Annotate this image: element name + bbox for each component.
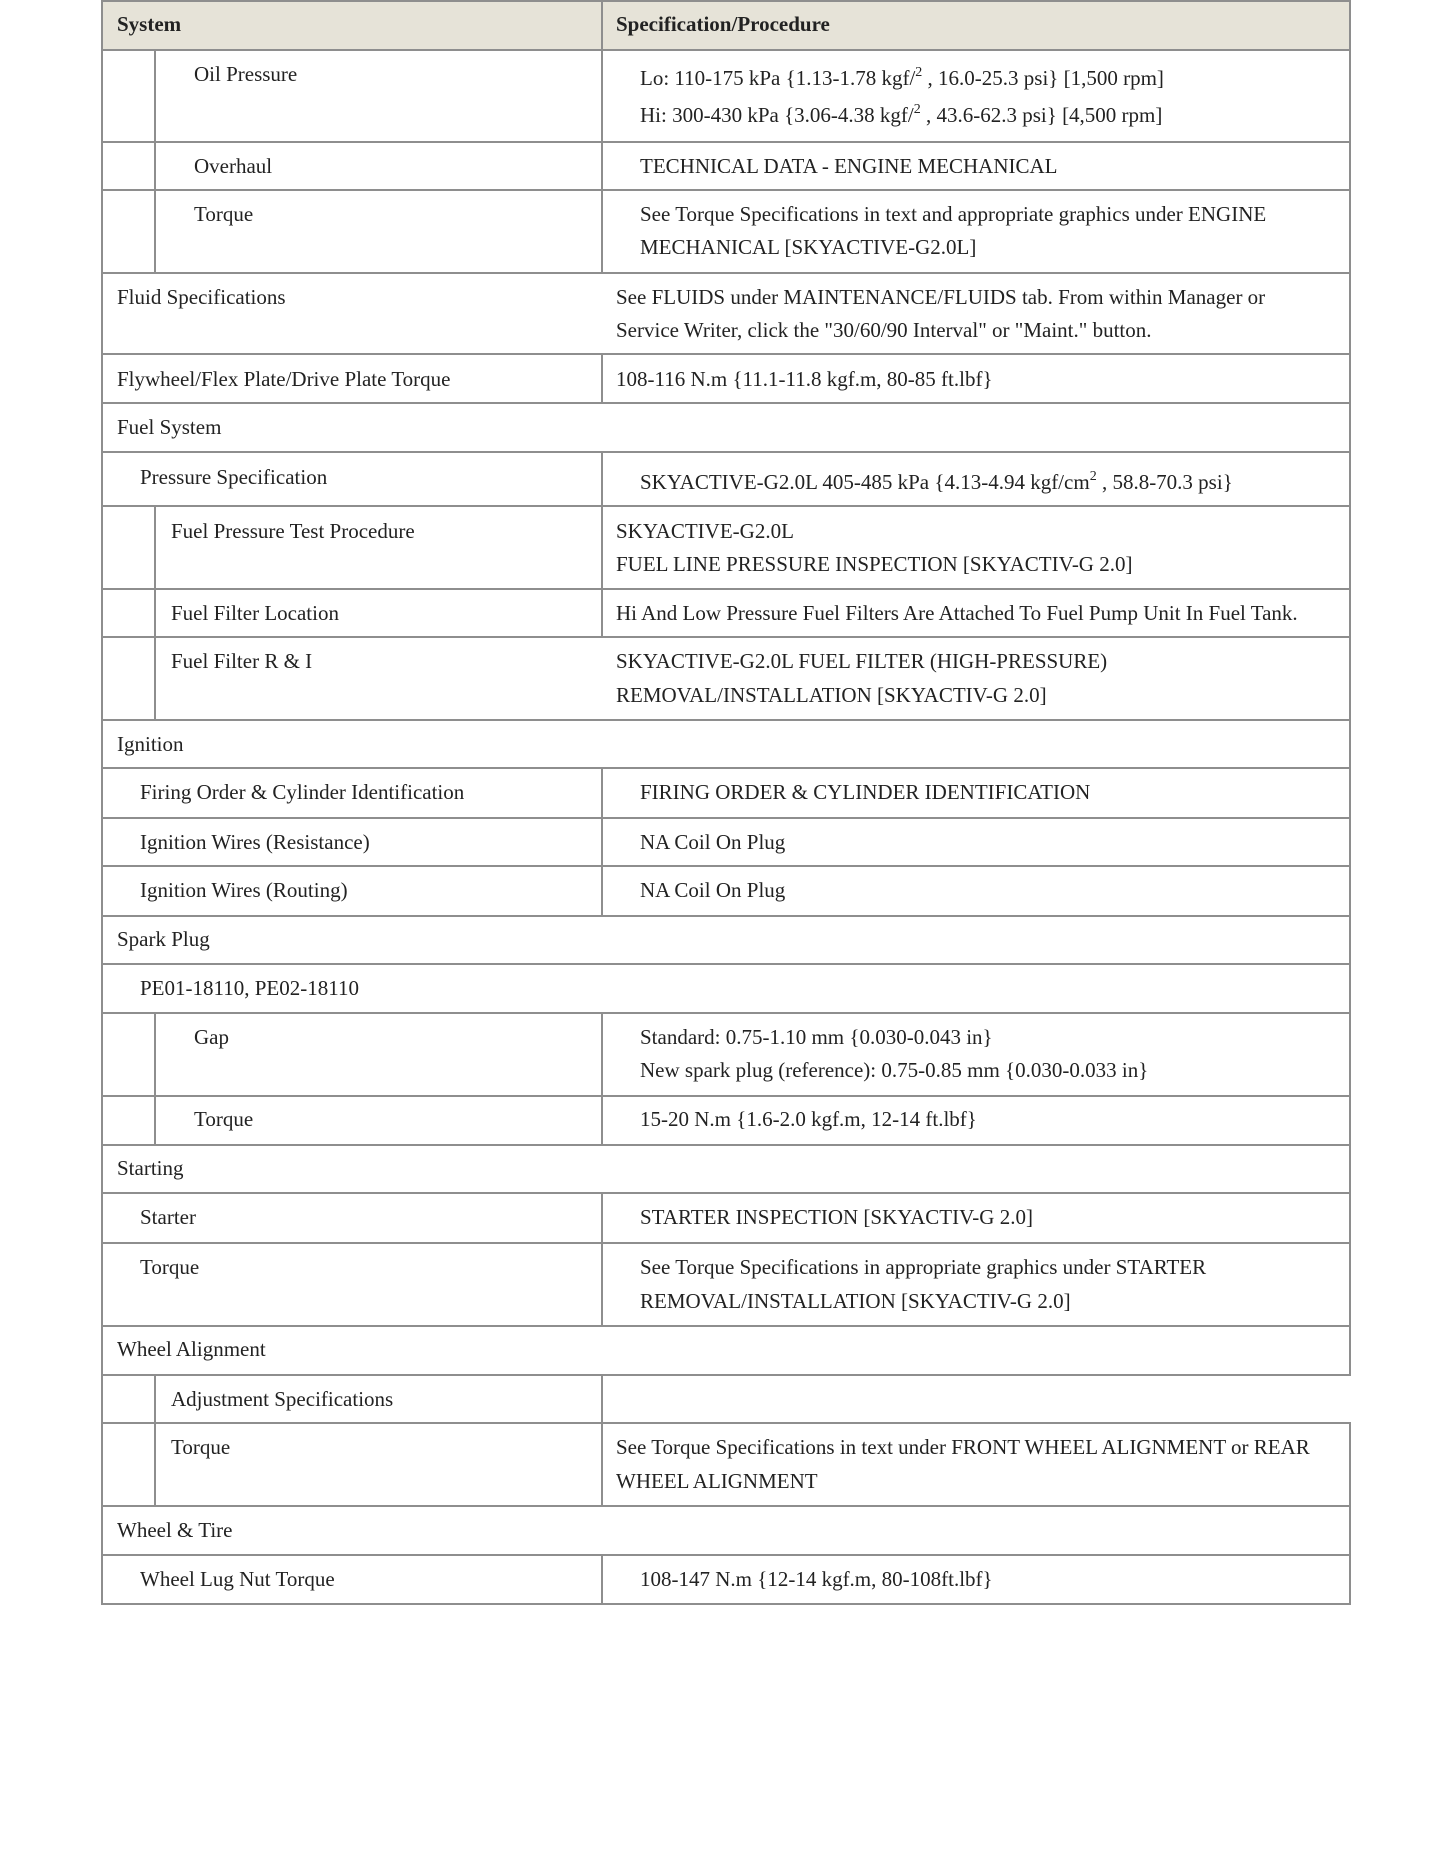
row-divider <box>101 963 1351 965</box>
row-divider <box>101 1374 1351 1376</box>
row-divider <box>101 817 1351 819</box>
row-label-overhaul: Overhaul <box>194 154 273 178</box>
row-label-plug-torque: Torque <box>194 1107 254 1131</box>
row-value-overhaul: TECHNICAL DATA - ENGINE MECHANICAL <box>640 154 1058 178</box>
indent-divider <box>154 49 156 274</box>
row-value-flywheel: 108-116 N.m {11.1-11.8 kgf.m, 80-85 ft.lbf} <box>616 367 993 391</box>
row-value-engine-torque-1: See Torque Specifications in text and appropriate graphics under ENGINE <box>640 202 1267 226</box>
row-label-wires-resistance: Ignition Wires (Resistance) <box>140 830 370 854</box>
row-divider <box>101 767 1351 769</box>
row-divider <box>101 1554 1351 1556</box>
section-ignition: Ignition <box>117 732 184 756</box>
row-divider <box>101 1144 1351 1146</box>
row-divider <box>101 719 1351 721</box>
row-value-alignment-torque-2: WHEEL ALIGNMENT <box>616 1469 818 1493</box>
row-divider <box>101 1192 1351 1194</box>
row-value-fuel-filter-ri-1: SKYACTIVE-G2.0L FUEL FILTER (HIGH-PRESSURE) <box>616 649 1108 673</box>
row-value-wires-routing: NA Coil On Plug <box>640 878 786 902</box>
row-divider <box>101 1422 1351 1424</box>
row-divider <box>101 1325 1351 1327</box>
row-value-fuel-filter-ri-2: REMOVAL/INSTALLATION [SKYACTIV-G 2.0] <box>616 683 1047 707</box>
row-divider <box>101 636 1351 638</box>
column-divider <box>601 767 603 917</box>
row-value-plug-torque: 15-20 N.m {1.6-2.0 kgf.m, 12-14 ft.lbf} <box>640 1107 977 1131</box>
row-divider <box>101 189 1351 191</box>
indent-divider <box>154 1374 156 1507</box>
row-divider <box>101 49 1351 51</box>
section-fuel-system: Fuel System <box>117 415 222 439</box>
row-divider <box>101 865 1351 867</box>
row-label-alignment-torque: Torque <box>171 1435 231 1459</box>
row-value-fluid-specs-2: Service Writer, click the "30/60/90 Interval" or "Maint." button. <box>616 318 1152 342</box>
row-label-pressure-spec: Pressure Specification <box>140 465 328 489</box>
row-divider <box>101 1012 1351 1014</box>
row-divider <box>101 0 1351 2</box>
row-divider <box>101 141 1351 143</box>
row-value-engine-torque-2: MECHANICAL [SKYACTIVE-G2.0L] <box>640 235 977 259</box>
column-divider <box>601 353 603 404</box>
indent-divider <box>154 505 156 720</box>
row-label-fuel-pressure-test: Fuel Pressure Test Procedure <box>171 519 415 543</box>
table-left-border <box>101 0 103 1605</box>
row-label-starter: Starter <box>140 1205 196 1229</box>
table-right-border <box>1349 1422 1351 1605</box>
row-value-wires-resistance: NA Coil On Plug <box>640 830 786 854</box>
row-label-fuel-filter-ri: Fuel Filter R & I <box>171 649 313 673</box>
row-divider <box>101 451 1351 453</box>
row-divider <box>101 505 1351 507</box>
row-value-oil-pressure-hi: Hi: 300-430 kPa {3.06-4.38 kgf/$^2$ , 43.6-62.3 psi} [4,500 rpm] <box>640 102 1163 127</box>
column-divider <box>601 1192 603 1327</box>
column-divider <box>601 1012 603 1146</box>
section-starting: Starting <box>117 1156 184 1180</box>
row-value-fluid-specs-1: See FLUIDS under MAINTENANCE/FLUIDS tab. From within Manager or <box>616 285 1266 309</box>
row-label-wires-routing: Ignition Wires (Routing) <box>140 878 348 902</box>
row-value-starter: STARTER INSPECTION [SKYACTIV-G 2.0] <box>640 1205 1033 1229</box>
row-value-gap-2: New spark plug (reference): 0.75-0.85 mm {0.030-0.033 in} <box>640 1058 1149 1082</box>
row-label-lug-nut: Wheel Lug Nut Torque <box>140 1567 335 1591</box>
column-divider <box>601 1374 603 1507</box>
row-divider <box>101 402 1351 404</box>
row-divider <box>101 272 1351 274</box>
row-label-adjustment-specs: Adjustment Specifications <box>171 1387 394 1411</box>
row-label-plug-parts: PE01-18110, PE02-18110 <box>140 976 359 1000</box>
indent-divider <box>154 1012 156 1145</box>
row-divider <box>101 1505 1351 1507</box>
row-value-gap-1: Standard: 0.75-1.10 mm {0.030-0.043 in} <box>640 1025 993 1049</box>
row-divider <box>101 353 1351 355</box>
row-value-alignment-torque-1: See Torque Specifications in text under FRONT WHEEL ALIGNMENT or REAR <box>616 1435 1310 1459</box>
row-divider <box>101 1242 1351 1244</box>
table-right-border <box>1349 0 1351 1376</box>
section-spark-plug: Spark Plug <box>117 927 210 951</box>
row-value-lug-nut: 108-147 N.m {12-14 kgf.m, 80-108ft.lbf} <box>640 1567 993 1591</box>
column-divider <box>601 451 603 638</box>
row-value-starter-torque-2: REMOVAL/INSTALLATION [SKYACTIV-G 2.0] <box>640 1289 1071 1313</box>
row-divider <box>101 1603 1351 1605</box>
row-value-oil-pressure-lo: Lo: 110-175 kPa {1.13-1.78 kgf/$^2$ , 16.0-25.3 psi} [1,500 rpm] <box>640 65 1164 90</box>
row-value-fuel-pressure-test-1: SKYACTIVE-G2.0L <box>616 519 794 543</box>
row-value-starter-torque-1: See Torque Specifications in appropriate graphics under STARTER <box>640 1255 1207 1279</box>
column-divider <box>601 1554 603 1605</box>
column-divider <box>601 0 603 274</box>
row-label-fluid-specs: Fluid Specifications <box>117 285 286 309</box>
section-wheel-tire: Wheel & Tire <box>117 1518 233 1542</box>
column-header-spec: Specification/Procedure <box>616 12 830 36</box>
row-divider <box>101 1095 1351 1097</box>
column-header-system: System <box>117 12 182 36</box>
row-label-oil-pressure: Oil Pressure <box>194 62 298 86</box>
row-value-fuel-pressure-test-2: FUEL LINE PRESSURE INSPECTION [SKYACTIV-G 2.0] <box>616 552 1133 576</box>
row-divider <box>101 915 1351 917</box>
row-label-flywheel: Flywheel/Flex Plate/Drive Plate Torque <box>117 367 451 391</box>
row-value-fuel-filter-location: Hi And Low Pressure Fuel Filters Are Attached To Fuel Pump Unit In Fuel Tank. <box>616 601 1298 625</box>
section-wheel-alignment: Wheel Alignment <box>117 1337 266 1361</box>
row-divider <box>101 588 1351 590</box>
row-value-pressure-spec: SKYACTIVE-G2.0L 405-485 kPa {4.13-4.94 kgf/$cm^2$ , 58.8-70.3 psi} <box>640 469 1233 494</box>
row-label-starter-torque: Torque <box>140 1255 200 1279</box>
row-label-fuel-filter-location: Fuel Filter Location <box>171 601 339 625</box>
row-label-firing-order: Firing Order & Cylinder Identification <box>140 780 465 804</box>
row-value-firing-order: FIRING ORDER & CYLINDER IDENTIFICATION <box>640 780 1091 804</box>
row-label-engine-torque: Torque <box>194 202 254 226</box>
row-label-gap: Gap <box>194 1025 229 1049</box>
